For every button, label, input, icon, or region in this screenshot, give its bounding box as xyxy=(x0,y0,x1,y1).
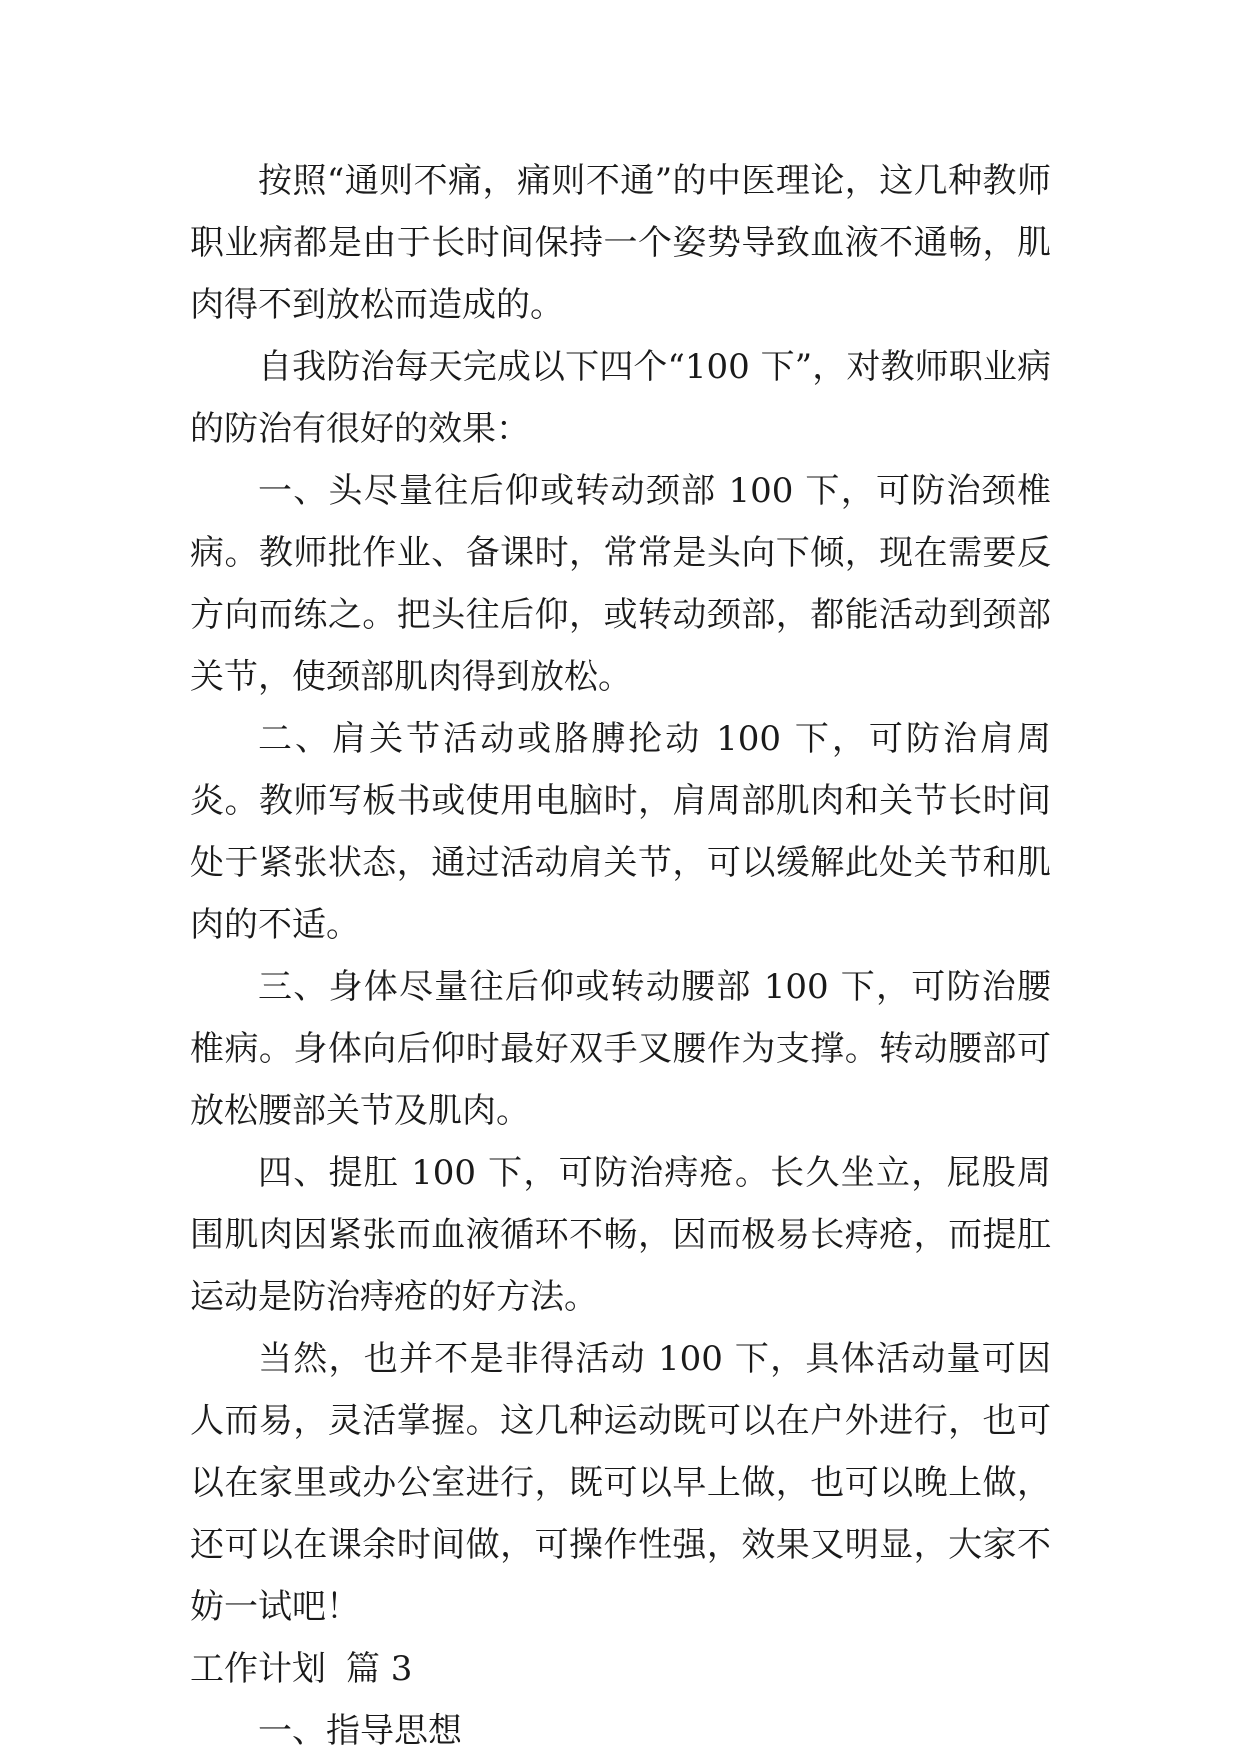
paragraph-conclusion: 当然，也并不是非得活动 100 下，具体活动量可因人而易，灵活掌握。这几种运动既可以在户外进行，也可以在家里或办公室进行，既可以早上做，也可以晚上做，还可以在课余时间做，可操作性强，效果又明显，大家不妨一试吧！ xyxy=(190,1339,1051,1627)
section-heading-number: 篇 3 xyxy=(346,1649,413,1689)
section-heading-label: 工作计划 xyxy=(190,1649,326,1689)
paragraph-anus: 四、提肛 100 下，可防治痔疮。长久坐立，屁股周围肌肉因紧张而血液循环不畅，因而极易长痔疮，而提肛运动是防治痔疮的好方法。 xyxy=(190,1153,1051,1317)
paragraph-neck: 一、头尽量往后仰或转动颈部 100 下，可防治颈椎病。教师批作业、备课时，常常是头向下倾，现在需要反方向而练之。把头往后仰，或转动颈部，都能活动到颈部关节，使颈部肌肉得到放松。 xyxy=(190,471,1051,697)
paragraph-theory: 按照“通则不痛，痛则不通”的中医理论，这几种教师职业病都是由于长时间保持一个姿势导致血液不通畅，肌肉得不到放松而造成的。 xyxy=(190,161,1051,325)
paragraph-waist: 三、身体尽量往后仰或转动腰部 100 下，可防治腰椎病。身体向后仰时最好双手叉腰作为支撑。转动腰部可放松腰部关节及肌肉。 xyxy=(190,967,1051,1131)
sub-heading: 一、指导思想 xyxy=(258,1711,462,1751)
section-heading xyxy=(190,1638,1051,1700)
paragraph-intro: 自我防治每天完成以下四个“100 下”，对教师职业病的防治有很好的效果： xyxy=(190,347,1051,449)
paragraph-shoulder: 二、肩关节活动或胳膊抡动 100 下，可防治肩周炎。教师写板书或使用电脑时，肩周部肌肉和关节长时间处于紧张状态，通过活动肩关节，可以缓解此处关节和肌肉的不适。 xyxy=(190,719,1051,945)
